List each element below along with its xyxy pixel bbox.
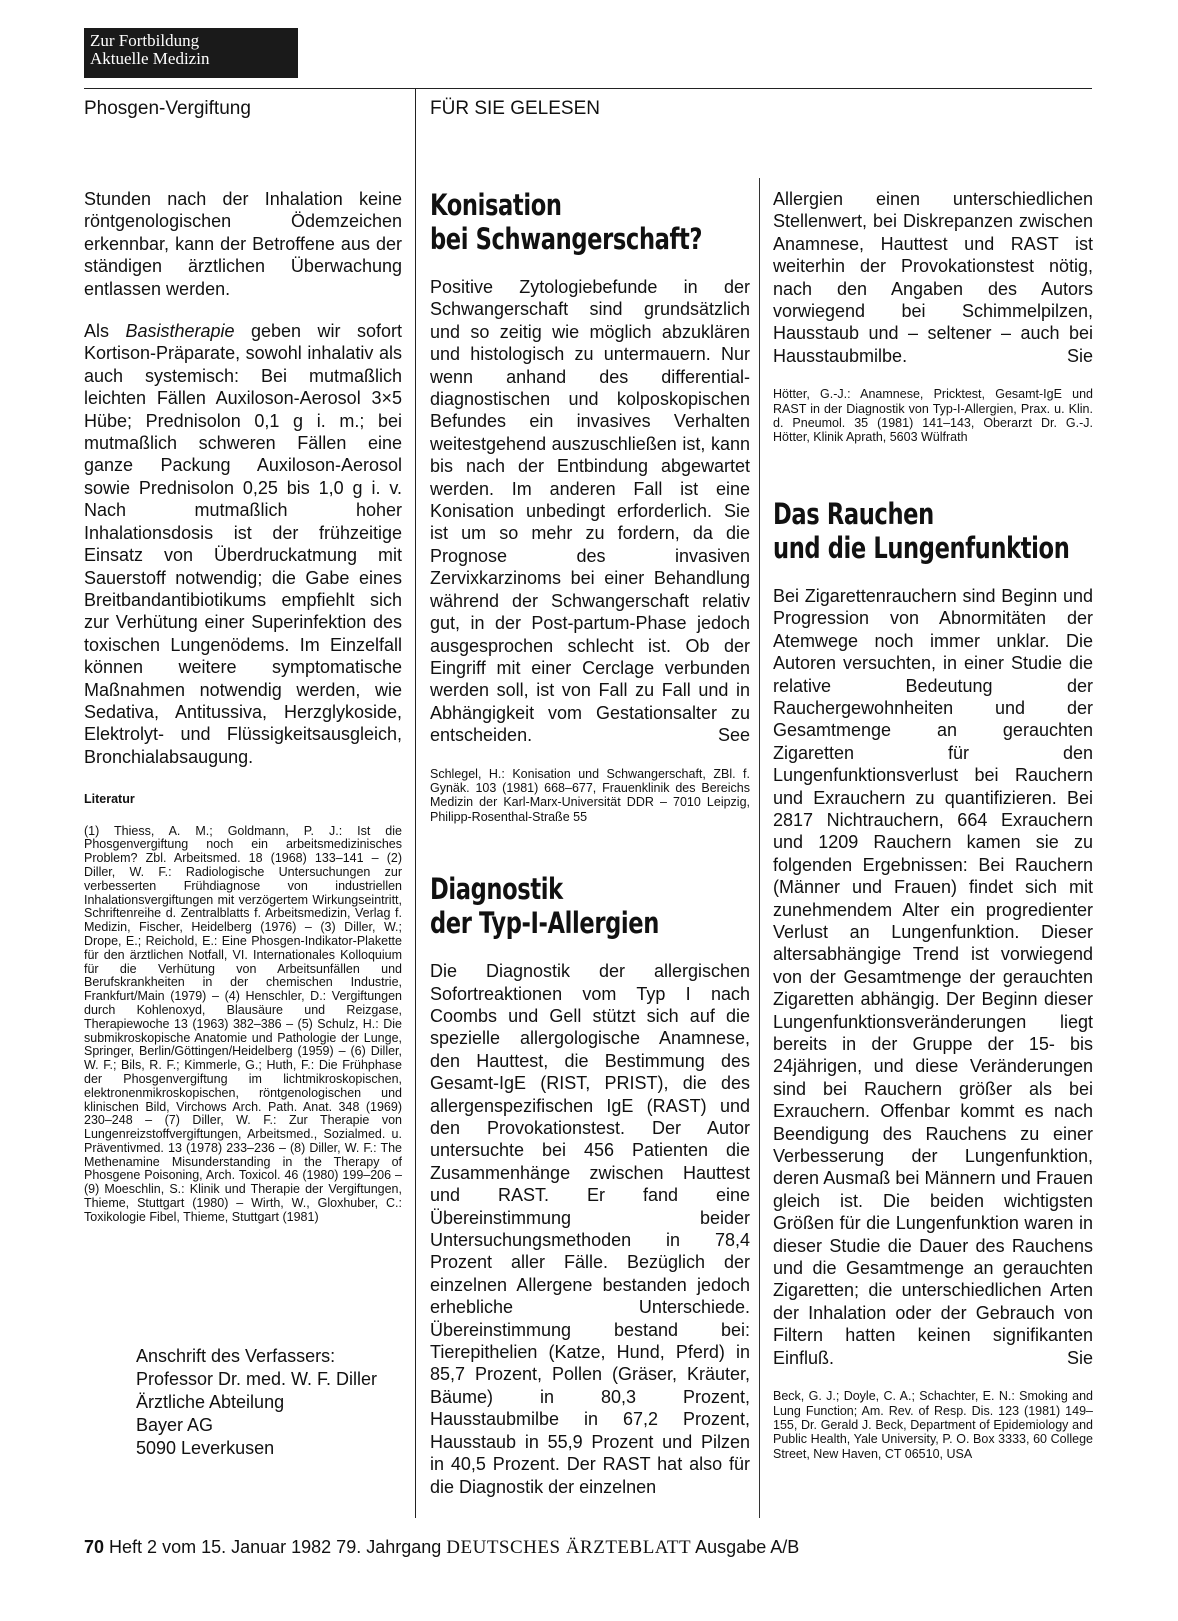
author-sign: See	[717, 725, 750, 746]
paragraph: Stunden nach der Inhalation keine röntgenologischen Ödemzeichen erkennbar, kann der Betroffene aus der ständigen ärztlichen Überwachung entlassen werden.	[84, 189, 402, 299]
article-title-rauchen: Das Rauchen und die Lungenfunktion	[773, 496, 1070, 565]
article-body: Positive Zytologiebefunde in der Schwangerschaft sind grundsätzlich und so zeitig wie möglich abzuklären und histologisch zu untermauern. Nur wenn anhand des differential-diagnostischen und kolposkopischen Befundes ein invasives Verhalten weitestgehend auszuschließen ist, kann bis nach der Entbindung abgewartet werden. Im anderen Fall ist eine Konisation unbedingt erforderlich. Sie ist um so mehr zu fordern, da die Prognose des invasiven Zervixkarzinoms bei einer Behandlung während der Schwangerschaft relativ gut, in der Post-partum-Phase jedoch ausgesprochen schlecht ist. Ob der Eingriff mit einer Cerclage verbunden werden soll, ist von Fall zu Fall und in Abhängigkeit vom Gestationsalter zu entscheiden. See	[430, 277, 750, 746]
article-reference: Hötter, G.-J.: Anamnese, Pricktest, Gesamt-IgE und RAST in der Diagnostik von Typ-I-Allergien, Prax. u. Klin. d. Pneumol. 35 (1981) 141–143, Oberarzt Dr. G.-J. Hötter, Klinik Aprath, 5603 Wülfrath	[773, 387, 1093, 445]
article-title-diagnostik: Diagnostik der Typ-I-Allergien	[430, 872, 659, 941]
page-footer	[84, 1537, 799, 1559]
emphasis: Basistherapie	[125, 321, 235, 342]
column-2	[430, 188, 750, 1518]
left-section-title: Phosgen-Vergiftung	[84, 98, 251, 119]
issue-info: Heft 2 vom 15. Januar 1982 79. Jahrgang	[109, 1537, 442, 1557]
article-title-konisation: Konisation bei Schwangerschaft?	[430, 188, 703, 256]
column-1	[84, 188, 402, 1245]
address-line: Ärztliche Abteilung	[136, 1392, 285, 1412]
address-line: 5090 Leverkusen	[136, 1438, 275, 1458]
literature-list: (1) Thiess, A. M.; Goldmann, P. J.: Ist die Phosgenvergiftung noch ein arbeitsmedizinisches Problem? Zbl. Arbeitsmed. 18 (1968) 133–141 – (2) Diller, W. F.: Radiologische Untersuchungen zur verbesserten Frühdiagnose von industriellen Inhalationsvergiftungen mit verzögertem Wirkungseintritt, Schriftenreihe d. Zentralblatts f. Arbeitsmedizin, Verlag f. Medizin, Fischer, Heidelberg (1976) – (3) Diller, W.; Drope, E.; Reichold, E.: Eine Phosgen-Indikator-Plakette für den ärztlichen Notfall, VI. Internationales Kolloquium für die Verhütung von Arbeitsunfällen und Berufskrankheiten in der chemischen Industrie, Frankfurt/Main (1979) – (4) Henschler, D.: Vergiftungen durch Kohlenoxyd, Blausäure und Reizgase, Therapiewoche 13 (1963) 382–386 – (5) Schulz, H.: Die submikroskopische Anatomie und Pathologie der Lunge, Springer, Berlin/Göttingen/Heidelberg (1959) – (6) Diller, W. F.; Bils, R. F.; Kimmerle, G.; Huth, F.: Die Frühphase der Phosgenvergiftung im lichtmikroskopischen, elektronenmikroskopischen, röntgenologischen und klinischen Bild, Virchows Arch. Path. Anat. 348 (1969) 230–248 – (7) Diller, W. F.: Zur Therapie von Lungenreizstoffvergiftungen, Arbeitsmed., Sozialmed. u. Präventivmed. 13 (1978) 233–236 – (8) Diller, W. F.: The Methenamine Misunderstanding in the Therapy of Phosgene Poisoning, Arch. Toxicol. 46 (1980) 199–206 – (9) Moeschlin, S.: Klinik und Therapie der Vergiftungen, Thieme, Stuttgart (1980) – Wirth, W., Gloxhuber, C.: Toxikologie Fibel, Thieme, Stuttgart (1981)	[84, 823, 402, 1224]
column-divider-right	[759, 178, 760, 1518]
author-sign: Sie	[1066, 1347, 1093, 1368]
article-body: Die Diagnostik der allergischen Sofortreaktionen vom Typ I nach Coombs und Gell stützt sich auf die spezielle allergologische Anamnese, den Hauttest, die Bestimmung des Gesamt-IgE (RIST, PRIST), die des allergenspezifischen IgE (RAST) und den Provokationstest. Der Autor untersuchte bei 456 Patienten die Zusammenhänge zwischen Hauttest und RAST. Er fand eine Übereinstimmung beider Untersuchungsmethoden in 78,4 Prozent aller Fälle. Bezüglich der einzelnen Allergene bestanden jedoch erhebliche Unterschiede. Übereinstimmung bestand bei: Tierepithelien (Katze, Hund, Pferd) in 85,7 Prozent, Pollen (Gräser, Kräuter, Bäume) in 80,3 Prozent, Hausstaubmilbe in 67,2 Prozent, Hausstaub in 55,9 Prozent und Pilzen in 40,5 Prozent. Der RAST hat also für die Diagnostik der einzelnen	[430, 961, 750, 1497]
edition: Ausgabe A/B	[695, 1537, 800, 1557]
section-label-box	[84, 28, 298, 78]
literature-heading: Literatur	[84, 792, 135, 807]
page-number: 70	[84, 1537, 105, 1557]
article-body: Bei Zigarettenrauchern sind Beginn und Progression von Abnormitäten der Atemwege noch immer unklar. Die Autoren versuchten, in einer Studie die relative Bedeutung der Rauchergewohnheiten und der Gesamtmenge an gerauchten Zigaretten für den Lungenfunktionsverlust bei Rauchern und Exrauchern zu quantifizieren. Bei 2817 Nichtrauchern, 664 Exrauchern und 1209 Rauchern kamen sie zu folgenden Ergebnissen: Bei Rauchern (Männer und Frauen) findet sich mit zunehmendem Alter ein progredienter Verlust an Lungenfunktion. Dieser altersabhängige Trend ist vorwiegend von der Gesamtmenge der gerauchten Zigaretten abhängig. Der Beginn dieser Lungenfunktionsveränderungen liegt bereits in der Gruppe der 15- bis 24jährigen, und diese Veränderungen sind bei Rauchern größer als bei Exrauchern. Offenbar kommt es nach Beendigung des Rauchens zu einer Verbesserung der Lungenfunktion, deren Ausmaß bei Männern und Frauen gleich ist. Die beiden wichtigsten Größen für die Lungenfunktion waren in dieser Studie die Dauer des Rauchens und die Gesamtmenge an gerauchten Zigaretten; die unterschiedlichen Arten der Inhalation oder der Gebrauch von Filtern hatten keinen signifikanten Einfluß. Sie	[773, 585, 1093, 1368]
article-reference: Schlegel, H.: Konisation und Schwangerschaft, ZBl. f. Gynäk. 103 (1981) 668–677, Frauenklinik des Bereichs Medizin der Karl-Marx-Universität DDR – 7010 Leipzig, Philipp-Rosenthal-Straße 55	[430, 766, 750, 824]
author-address	[136, 1345, 377, 1460]
header-rule	[84, 88, 1092, 89]
column-3	[773, 188, 1093, 1481]
section-label-line2: Aktuelle Medizin	[90, 49, 210, 68]
paragraph-therapy: Als Basistherapie geben wir sofort Kortison-Präparate, sowohl inhalativ als auch systemisch: Bei mutmaßlich leichten Fällen Auxiloson-Aerosol 3×5 Hübe; Prednisolon 0,1 g i. m.; bei mutmaßlich schweren Fällen eine ganze Packung Auxiloson-Aerosol sowie Prednisolon 0,25 bis 1,0 g i. v. Nach mutmaßlich hoher Inhalationsdosis ist der frühzeitige Einsatz von Überdruckatmung mit Sauerstoff notwendig; die Gabe eines Breitbandantibiotikums empfiehlt sich zur Verhütung einer Superinfektion des toxischen Lungenödems. Im Einzelfall können weitere symptomatische Maßnahmen notwendig werden, wie Sedativa, Antitussiva, Herzglykoside, Elektrolyt- und Flüssigkeitsausgleich, Bronchialabsaugung.	[84, 321, 402, 767]
article-reference: Beck, G. J.; Doyle, C. A.; Schachter, E. N.: Smoking and Lung Function; Am. Rev. of Resp. Dis. 123 (1981) 149–155, Dr. Gerald J. Beck, Department of Epidemiology and Public Health, Yale University, P. O. Box 3333, 60 College Street, New Haven, CT 06510, USA	[773, 1389, 1093, 1461]
magazine-name: DEUTSCHES ÄRZTEBLATT	[446, 1537, 692, 1558]
address-line: Anschrift des Verfassers:	[136, 1346, 336, 1366]
author-sign: Sie	[1066, 345, 1093, 366]
article-body-continued: Allergien einen unterschiedlichen Stellenwert, bei Diskrepanzen zwischen Anamnese, Hauttest und RAST ist weiterhin der Provokationstest nötig, nach den Angaben des Autors vorwiegend bei Schimmelpilzen, Hausstaub und – seltener – auch bei Hausstaubmilbe. Sie	[773, 189, 1093, 366]
right-section-title: FÜR SIE GELESEN	[430, 98, 600, 119]
section-label-line1: Zur Fortbildung	[90, 31, 200, 50]
address-line: Bayer AG	[136, 1415, 214, 1435]
address-line: Professor Dr. med. W. F. Diller	[136, 1369, 378, 1389]
column-divider	[415, 88, 416, 1518]
